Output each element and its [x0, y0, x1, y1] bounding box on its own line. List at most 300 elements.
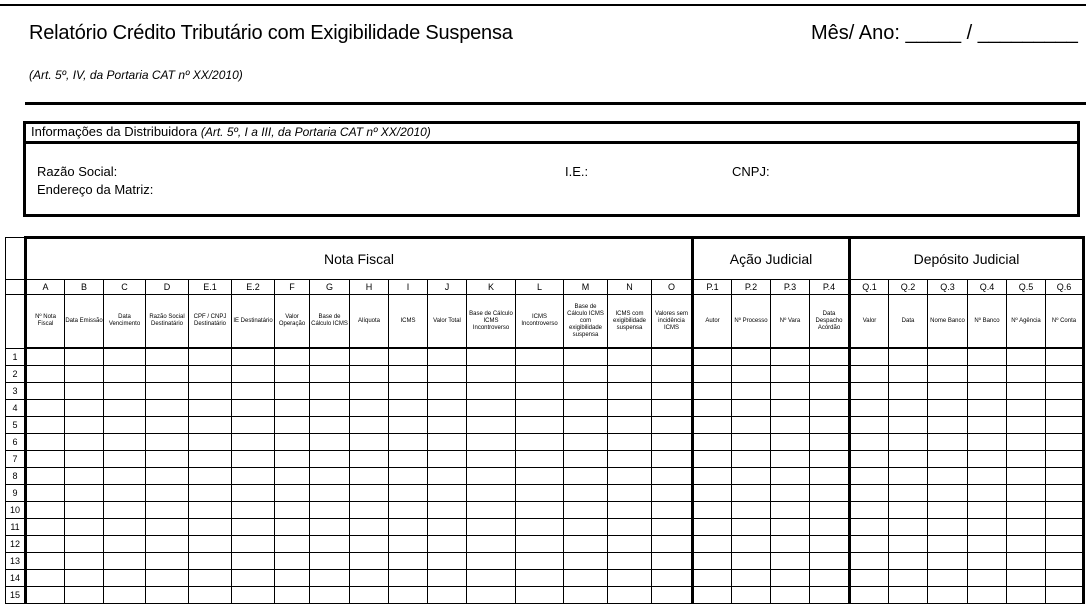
table-cell[interactable]: [389, 485, 428, 502]
table-cell[interactable]: [608, 468, 652, 485]
table-cell[interactable]: [310, 485, 350, 502]
table-cell[interactable]: [389, 536, 428, 553]
table-cell[interactable]: [26, 366, 65, 383]
table-cell[interactable]: [652, 587, 693, 604]
table-cell[interactable]: [693, 570, 732, 587]
table-cell[interactable]: [350, 553, 389, 570]
table-cell[interactable]: [428, 570, 467, 587]
table-cell[interactable]: [608, 451, 652, 468]
table-cell[interactable]: [428, 519, 467, 536]
table-cell[interactable]: [65, 519, 104, 536]
table-cell[interactable]: [275, 536, 310, 553]
table-cell[interactable]: [146, 485, 189, 502]
table-cell[interactable]: [1046, 570, 1084, 587]
table-cell[interactable]: [1007, 468, 1046, 485]
table-cell[interactable]: [232, 383, 275, 400]
table-cell[interactable]: [104, 536, 146, 553]
table-cell[interactable]: [693, 553, 732, 570]
table-cell[interactable]: [232, 485, 275, 502]
table-cell[interactable]: [516, 468, 564, 485]
table-cell[interactable]: [771, 451, 810, 468]
table-cell[interactable]: [65, 570, 104, 587]
table-cell[interactable]: [428, 536, 467, 553]
table-cell[interactable]: [810, 587, 850, 604]
table-cell[interactable]: [810, 502, 850, 519]
table-cell[interactable]: [968, 502, 1007, 519]
table-cell[interactable]: [608, 553, 652, 570]
table-cell[interactable]: [732, 383, 771, 400]
table-cell[interactable]: [564, 587, 608, 604]
table-cell[interactable]: [189, 536, 232, 553]
table-cell[interactable]: [693, 468, 732, 485]
table-cell[interactable]: [310, 502, 350, 519]
table-cell[interactable]: [104, 366, 146, 383]
table-cell[interactable]: [516, 570, 564, 587]
table-cell[interactable]: [428, 366, 467, 383]
table-cell[interactable]: [389, 451, 428, 468]
table-cell[interactable]: [189, 451, 232, 468]
table-cell[interactable]: [850, 553, 889, 570]
table-cell[interactable]: [428, 417, 467, 434]
table-cell[interactable]: [608, 383, 652, 400]
table-cell[interactable]: [275, 417, 310, 434]
table-cell[interactable]: [389, 570, 428, 587]
table-cell[interactable]: [850, 451, 889, 468]
table-cell[interactable]: [608, 400, 652, 417]
table-cell[interactable]: [350, 536, 389, 553]
table-cell[interactable]: [608, 519, 652, 536]
table-cell[interactable]: [467, 587, 516, 604]
table-cell[interactable]: [889, 570, 928, 587]
table-cell[interactable]: [564, 383, 608, 400]
table-cell[interactable]: [732, 451, 771, 468]
table-cell[interactable]: [968, 536, 1007, 553]
table-cell[interactable]: [1046, 553, 1084, 570]
table-cell[interactable]: [732, 417, 771, 434]
table-cell[interactable]: [928, 485, 968, 502]
table-cell[interactable]: [232, 570, 275, 587]
table-cell[interactable]: [232, 519, 275, 536]
table-cell[interactable]: [350, 417, 389, 434]
table-cell[interactable]: [810, 519, 850, 536]
table-cell[interactable]: [1046, 451, 1084, 468]
table-cell[interactable]: [1007, 502, 1046, 519]
table-cell[interactable]: [850, 485, 889, 502]
table-cell[interactable]: [350, 502, 389, 519]
table-cell[interactable]: [310, 400, 350, 417]
table-cell[interactable]: [146, 519, 189, 536]
table-cell[interactable]: [652, 553, 693, 570]
table-cell[interactable]: [104, 570, 146, 587]
table-cell[interactable]: [693, 451, 732, 468]
table-cell[interactable]: [771, 536, 810, 553]
table-cell[interactable]: [1007, 587, 1046, 604]
table-cell[interactable]: [608, 570, 652, 587]
table-cell[interactable]: [232, 348, 275, 366]
table-cell[interactable]: [146, 383, 189, 400]
table-cell[interactable]: [693, 587, 732, 604]
table-cell[interactable]: [968, 468, 1007, 485]
table-cell[interactable]: [889, 417, 928, 434]
table-cell[interactable]: [467, 348, 516, 366]
table-cell[interactable]: [189, 519, 232, 536]
table-cell[interactable]: [928, 502, 968, 519]
table-cell[interactable]: [928, 451, 968, 468]
table-cell[interactable]: [608, 536, 652, 553]
table-cell[interactable]: [146, 587, 189, 604]
table-cell[interactable]: [771, 366, 810, 383]
table-cell[interactable]: [732, 519, 771, 536]
table-cell[interactable]: [232, 536, 275, 553]
table-cell[interactable]: [26, 519, 65, 536]
table-cell[interactable]: [1046, 468, 1084, 485]
table-cell[interactable]: [652, 502, 693, 519]
table-cell[interactable]: [104, 383, 146, 400]
table-cell[interactable]: [1007, 383, 1046, 400]
table-cell[interactable]: [889, 485, 928, 502]
table-cell[interactable]: [146, 536, 189, 553]
table-cell[interactable]: [732, 587, 771, 604]
table-cell[interactable]: [928, 570, 968, 587]
table-cell[interactable]: [65, 502, 104, 519]
table-cell[interactable]: [564, 570, 608, 587]
table-cell[interactable]: [693, 348, 732, 366]
table-cell[interactable]: [564, 348, 608, 366]
table-cell[interactable]: [104, 400, 146, 417]
table-cell[interactable]: [467, 383, 516, 400]
table-cell[interactable]: [771, 485, 810, 502]
table-cell[interactable]: [771, 417, 810, 434]
table-cell[interactable]: [850, 400, 889, 417]
table-cell[interactable]: [810, 536, 850, 553]
table-cell[interactable]: [65, 536, 104, 553]
table-cell[interactable]: [65, 451, 104, 468]
table-cell[interactable]: [467, 434, 516, 451]
table-cell[interactable]: [146, 417, 189, 434]
table-cell[interactable]: [968, 366, 1007, 383]
table-cell[interactable]: [350, 383, 389, 400]
table-cell[interactable]: [928, 400, 968, 417]
table-cell[interactable]: [428, 451, 467, 468]
table-cell[interactable]: [652, 536, 693, 553]
table-cell[interactable]: [516, 536, 564, 553]
table-cell[interactable]: [1007, 536, 1046, 553]
table-cell[interactable]: [146, 348, 189, 366]
table-cell[interactable]: [810, 417, 850, 434]
table-cell[interactable]: [350, 451, 389, 468]
table-cell[interactable]: [652, 570, 693, 587]
table-cell[interactable]: [310, 434, 350, 451]
table-cell[interactable]: [516, 519, 564, 536]
table-cell[interactable]: [275, 451, 310, 468]
table-cell[interactable]: [232, 587, 275, 604]
table-cell[interactable]: [1046, 366, 1084, 383]
table-cell[interactable]: [428, 400, 467, 417]
table-cell[interactable]: [564, 417, 608, 434]
table-cell[interactable]: [232, 417, 275, 434]
table-cell[interactable]: [1046, 587, 1084, 604]
table-cell[interactable]: [693, 536, 732, 553]
table-cell[interactable]: [104, 485, 146, 502]
table-cell[interactable]: [428, 348, 467, 366]
table-cell[interactable]: [189, 400, 232, 417]
table-cell[interactable]: [467, 570, 516, 587]
table-cell[interactable]: [771, 400, 810, 417]
table-cell[interactable]: [310, 451, 350, 468]
table-cell[interactable]: [771, 553, 810, 570]
table-cell[interactable]: [516, 366, 564, 383]
table-cell[interactable]: [693, 417, 732, 434]
table-cell[interactable]: [232, 400, 275, 417]
table-cell[interactable]: [1007, 519, 1046, 536]
table-cell[interactable]: [810, 366, 850, 383]
table-cell[interactable]: [810, 468, 850, 485]
table-cell[interactable]: [652, 468, 693, 485]
table-cell[interactable]: [693, 366, 732, 383]
table-cell[interactable]: [428, 485, 467, 502]
table-cell[interactable]: [467, 417, 516, 434]
table-cell[interactable]: [889, 451, 928, 468]
table-cell[interactable]: [310, 417, 350, 434]
table-cell[interactable]: [1046, 417, 1084, 434]
table-cell[interactable]: [1046, 383, 1084, 400]
table-cell[interactable]: [389, 468, 428, 485]
table-cell[interactable]: [189, 502, 232, 519]
table-cell[interactable]: [693, 519, 732, 536]
table-cell[interactable]: [146, 451, 189, 468]
table-cell[interactable]: [516, 434, 564, 451]
table-cell[interactable]: [928, 519, 968, 536]
table-cell[interactable]: [889, 400, 928, 417]
table-cell[interactable]: [350, 468, 389, 485]
table-cell[interactable]: [693, 434, 732, 451]
table-cell[interactable]: [850, 570, 889, 587]
table-cell[interactable]: [968, 383, 1007, 400]
table-cell[interactable]: [467, 536, 516, 553]
table-cell[interactable]: [389, 417, 428, 434]
table-cell[interactable]: [26, 536, 65, 553]
table-cell[interactable]: [189, 434, 232, 451]
table-cell[interactable]: [608, 417, 652, 434]
table-cell[interactable]: [467, 485, 516, 502]
table-cell[interactable]: [1007, 434, 1046, 451]
table-cell[interactable]: [189, 570, 232, 587]
table-cell[interactable]: [65, 400, 104, 417]
table-cell[interactable]: [104, 434, 146, 451]
table-cell[interactable]: [771, 502, 810, 519]
table-cell[interactable]: [104, 502, 146, 519]
table-cell[interactable]: [928, 553, 968, 570]
table-cell[interactable]: [428, 502, 467, 519]
table-cell[interactable]: [146, 468, 189, 485]
table-cell[interactable]: [928, 417, 968, 434]
table-cell[interactable]: [516, 348, 564, 366]
table-cell[interactable]: [928, 434, 968, 451]
table-cell[interactable]: [65, 553, 104, 570]
table-cell[interactable]: [810, 434, 850, 451]
table-cell[interactable]: [771, 570, 810, 587]
table-cell[interactable]: [928, 536, 968, 553]
table-cell[interactable]: [232, 451, 275, 468]
table-cell[interactable]: [928, 383, 968, 400]
table-cell[interactable]: [350, 485, 389, 502]
table-cell[interactable]: [189, 366, 232, 383]
table-cell[interactable]: [26, 451, 65, 468]
table-cell[interactable]: [564, 366, 608, 383]
table-cell[interactable]: [467, 366, 516, 383]
table-cell[interactable]: [275, 587, 310, 604]
table-cell[interactable]: [275, 468, 310, 485]
table-cell[interactable]: [889, 519, 928, 536]
table-cell[interactable]: [1007, 417, 1046, 434]
table-cell[interactable]: [310, 468, 350, 485]
table-cell[interactable]: [467, 519, 516, 536]
table-cell[interactable]: [350, 434, 389, 451]
table-cell[interactable]: [968, 400, 1007, 417]
table-cell[interactable]: [516, 383, 564, 400]
table-cell[interactable]: [516, 400, 564, 417]
table-cell[interactable]: [889, 536, 928, 553]
table-cell[interactable]: [146, 366, 189, 383]
table-cell[interactable]: [26, 485, 65, 502]
table-cell[interactable]: [928, 348, 968, 366]
table-cell[interactable]: [428, 468, 467, 485]
table-cell[interactable]: [968, 434, 1007, 451]
table-cell[interactable]: [1007, 485, 1046, 502]
table-cell[interactable]: [968, 348, 1007, 366]
table-cell[interactable]: [732, 434, 771, 451]
table-cell[interactable]: [310, 383, 350, 400]
table-cell[interactable]: [516, 553, 564, 570]
table-cell[interactable]: [189, 485, 232, 502]
table-cell[interactable]: [850, 434, 889, 451]
table-cell[interactable]: [608, 366, 652, 383]
table-cell[interactable]: [189, 587, 232, 604]
table-cell[interactable]: [516, 502, 564, 519]
table-cell[interactable]: [232, 502, 275, 519]
table-cell[interactable]: [564, 451, 608, 468]
table-cell[interactable]: [810, 400, 850, 417]
table-cell[interactable]: [389, 502, 428, 519]
table-cell[interactable]: [889, 348, 928, 366]
table-cell[interactable]: [693, 383, 732, 400]
table-cell[interactable]: [564, 502, 608, 519]
table-cell[interactable]: [968, 553, 1007, 570]
table-cell[interactable]: [608, 485, 652, 502]
table-cell[interactable]: [516, 417, 564, 434]
table-cell[interactable]: [516, 485, 564, 502]
table-cell[interactable]: [564, 400, 608, 417]
table-cell[interactable]: [189, 383, 232, 400]
table-cell[interactable]: [693, 400, 732, 417]
table-cell[interactable]: [467, 468, 516, 485]
table-cell[interactable]: [389, 519, 428, 536]
table-cell[interactable]: [104, 417, 146, 434]
table-cell[interactable]: [189, 417, 232, 434]
table-cell[interactable]: [928, 468, 968, 485]
table-cell[interactable]: [850, 468, 889, 485]
table-cell[interactable]: [350, 348, 389, 366]
table-cell[interactable]: [350, 587, 389, 604]
table-cell[interactable]: [146, 400, 189, 417]
table-cell[interactable]: [889, 468, 928, 485]
table-cell[interactable]: [810, 485, 850, 502]
table-cell[interactable]: [889, 502, 928, 519]
table-cell[interactable]: [652, 417, 693, 434]
table-cell[interactable]: [850, 366, 889, 383]
table-cell[interactable]: [928, 366, 968, 383]
table-cell[interactable]: [732, 502, 771, 519]
table-cell[interactable]: [810, 451, 850, 468]
table-cell[interactable]: [732, 553, 771, 570]
table-cell[interactable]: [928, 587, 968, 604]
table-cell[interactable]: [26, 468, 65, 485]
table-cell[interactable]: [350, 519, 389, 536]
table-cell[interactable]: [732, 366, 771, 383]
table-cell[interactable]: [389, 587, 428, 604]
table-cell[interactable]: [810, 553, 850, 570]
table-cell[interactable]: [146, 570, 189, 587]
table-cell[interactable]: [771, 383, 810, 400]
table-cell[interactable]: [889, 587, 928, 604]
table-cell[interactable]: [1046, 519, 1084, 536]
table-cell[interactable]: [564, 519, 608, 536]
table-cell[interactable]: [26, 348, 65, 366]
table-cell[interactable]: [65, 417, 104, 434]
table-cell[interactable]: [104, 519, 146, 536]
table-cell[interactable]: [350, 570, 389, 587]
table-cell[interactable]: [26, 553, 65, 570]
table-cell[interactable]: [968, 485, 1007, 502]
table-cell[interactable]: [1046, 502, 1084, 519]
table-cell[interactable]: [189, 468, 232, 485]
table-cell[interactable]: [275, 366, 310, 383]
table-cell[interactable]: [350, 366, 389, 383]
table-cell[interactable]: [810, 570, 850, 587]
table-cell[interactable]: [1007, 400, 1046, 417]
table-cell[interactable]: [189, 348, 232, 366]
table-cell[interactable]: [608, 434, 652, 451]
table-cell[interactable]: [771, 348, 810, 366]
table-cell[interactable]: [850, 519, 889, 536]
table-cell[interactable]: [732, 536, 771, 553]
table-cell[interactable]: [732, 348, 771, 366]
table-cell[interactable]: [65, 366, 104, 383]
table-cell[interactable]: [275, 400, 310, 417]
table-cell[interactable]: [1046, 485, 1084, 502]
table-cell[interactable]: [652, 451, 693, 468]
table-cell[interactable]: [350, 400, 389, 417]
table-cell[interactable]: [310, 570, 350, 587]
table-cell[interactable]: [564, 553, 608, 570]
table-cell[interactable]: [146, 553, 189, 570]
table-cell[interactable]: [428, 434, 467, 451]
table-cell[interactable]: [810, 383, 850, 400]
table-cell[interactable]: [310, 366, 350, 383]
table-cell[interactable]: [732, 485, 771, 502]
table-cell[interactable]: [232, 434, 275, 451]
table-cell[interactable]: [467, 400, 516, 417]
table-cell[interactable]: [26, 502, 65, 519]
table-cell[interactable]: [26, 400, 65, 417]
table-cell[interactable]: [65, 434, 104, 451]
table-cell[interactable]: [26, 570, 65, 587]
table-cell[interactable]: [65, 383, 104, 400]
table-cell[interactable]: [310, 536, 350, 553]
table-cell[interactable]: [65, 587, 104, 604]
table-cell[interactable]: [968, 417, 1007, 434]
table-cell[interactable]: [310, 553, 350, 570]
